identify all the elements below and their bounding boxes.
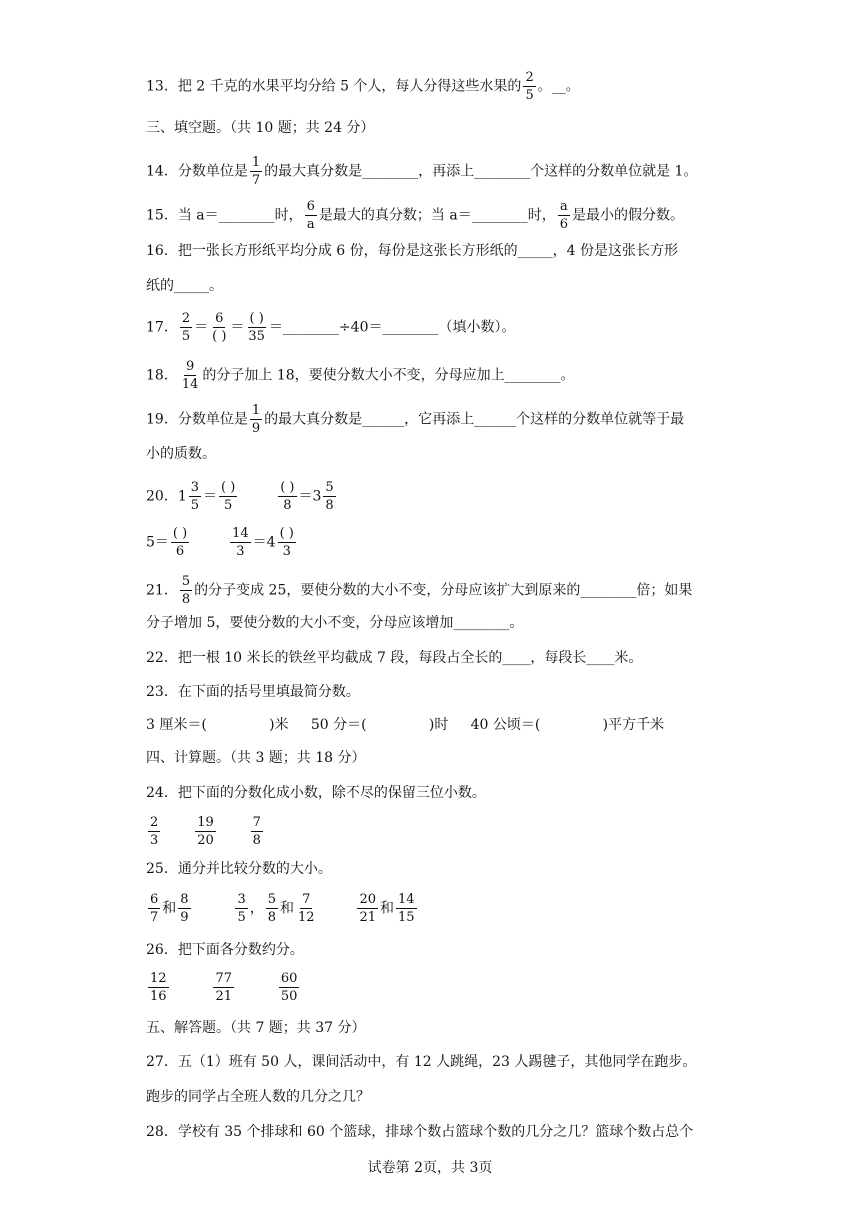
fraction: $\frac{6}{( )}$ <box>212 311 227 344</box>
question-28: 28．学校有 35 个排球和 60 个篮球，排球个数占篮球个数的几分之几？篮球个数占总个 <box>146 1124 694 1140</box>
fraction: $\frac{77}{21}$ <box>215 971 232 1004</box>
fraction: $\frac{2}{5}$ <box>525 70 534 103</box>
fraction: $\frac{1}{9}$ <box>251 403 261 436</box>
fraction: $\frac{1}{7}$ <box>251 155 261 188</box>
fraction: $\frac{( )}{8}$ <box>280 480 295 513</box>
question-14: 14．分数单位是 $\frac{1}{7}$ 的最大真分数是________，再添上________个这样的分数单位就是 1。 <box>146 155 698 188</box>
question-22: 22．把一根 10 米长的铁丝平均截成 7 段，每段占全长的____，每段长____米。 <box>146 650 643 666</box>
question-24-fractions <box>146 816 265 847</box>
page-footer: 试卷第 2页，共 3页 <box>367 1160 493 1176</box>
question-27-line1: 27．五（1）班有 50 人，课间活动中，有 12 人跳绳，23 人踢毽子，其他同学在跑步。 <box>146 1054 697 1070</box>
question-19-line2: 小的质数。 <box>146 446 216 462</box>
question-21: 21． $\frac{5}{8}$ 的分子变成 25，要使分数的大小不变，分母应该扩大到原来的________倍；如果 <box>146 574 693 607</box>
question-23-items: 3 厘米＝( )米 50 分＝( )时 40 公顷＝( )平方千米 <box>146 717 665 733</box>
fraction: $\frac{19}{20}$ <box>197 815 214 848</box>
question-21-line2: 分子增加 5，要使分数的大小不变，分母应该增加________。 <box>146 615 524 631</box>
fraction: $\frac{7}{8}$ <box>252 815 261 848</box>
fraction: $\frac{14}{3}$ <box>232 526 249 559</box>
question-26: 26．把下面各分数约分。 <box>146 942 304 958</box>
fraction: $\frac{12}{16}$ <box>150 971 167 1004</box>
fraction: $\frac{6}{7}$ <box>150 892 159 925</box>
question-16-line2: 纸的_____。 <box>146 278 223 294</box>
fraction: $\frac{14}{15}$ <box>398 892 415 925</box>
question-27-line2: 跑步的同学占全班人数的几分之几？ <box>146 1089 370 1105</box>
question-18: 18． $\frac{9}{14}$ 的分子加上 18，要使分数大小不变，分母应加上________。 <box>146 359 575 392</box>
question-25: 25．通分并比较分数的大小。 <box>146 861 332 877</box>
question-24: 24．把下面的分数化成小数，除不尽的保留三位小数。 <box>146 785 486 801</box>
question-26-fractions <box>146 972 301 1003</box>
question-20-row1: 20．1 $\frac{3}{5}$ ＝ $\frac{( )}{5}$ $\frac{( )}{8}$ ＝3 $\frac{5}{8}$ <box>146 480 334 513</box>
section-five-heading: 五、解答题。（共 7 题；共 37 分） <box>146 1020 366 1036</box>
section-three-heading: 三、填空题。（共 10 题；共 24 分） <box>146 120 375 136</box>
fraction: $\frac{5}{8}$ <box>267 892 277 925</box>
question-15: 15．当 a＝________时， $\frac{6}{a}$ 是最大的真分数；当 a＝________时， $\frac{a}{6}$ 是最小的假分数。 <box>146 199 684 232</box>
question-17: 17． $\frac{2}{5}$ ＝ $\frac{6}{( )}$ ＝ $\frac{( )}{35}$ ＝________÷40＝________（填小数）。 <box>146 311 516 344</box>
fraction: $\frac{2}{5}$ <box>181 311 191 344</box>
question-23: 23．在下面的括号里填最简分数。 <box>146 684 360 700</box>
fraction: $\frac{( )}{5}$ <box>221 480 236 513</box>
fraction: $\frac{2}{3}$ <box>150 815 159 848</box>
question-13: 13．把 2 千克的水果平均分给 5 个人，每人分得这些水果的 $\frac{2}{5}$ 。__。 <box>146 70 580 103</box>
fraction: $\frac{( )}{35}$ <box>248 311 265 344</box>
question-16-line1: 16．把一张长方形纸平均分成 6 份，每份是这张长方形纸的_____，4 份是这张长方形 <box>146 243 678 259</box>
fraction: $\frac{6}{a}$ <box>306 199 315 232</box>
section-four-heading: 四、计算题。（共 3 题；共 18 分） <box>146 750 366 766</box>
fraction: $\frac{( )}{3}$ <box>279 526 294 559</box>
fraction: $\frac{( )}{6}$ <box>172 526 188 559</box>
fraction: $\frac{20}{21}$ <box>359 892 377 925</box>
fraction: $\frac{5}{8}$ <box>181 574 191 607</box>
fraction: $\frac{60}{50}$ <box>280 971 298 1004</box>
question-19: 19．分数单位是 $\frac{1}{9}$ 的最大真分数是______，它再添上______个这样的分数单位就等于最 <box>146 403 685 436</box>
fraction: $\frac{a}{6}$ <box>559 199 568 232</box>
question-20-row2: 5＝ $\frac{( )}{6}$ $\frac{14}{3}$ ＝4 $\frac{( )}{3}$ <box>146 526 294 559</box>
fraction: $\frac{8}{9}$ <box>180 892 189 925</box>
question-25-fractions: $\frac{6}{7}$ 和 $\frac{8}{9}$ $\frac{3}{5}$ ， $\frac{5}{8}$ 和 $\frac{7}{12}$ $\frac{20}{21}$ 和 $\frac{14}{15}$ <box>150 892 415 925</box>
fraction: $\frac{5}{8}$ <box>325 480 334 513</box>
fraction: $\frac{3}{5}$ <box>237 892 246 925</box>
fraction: $\frac{3}{5}$ <box>190 480 200 513</box>
fraction: $\frac{7}{12}$ <box>298 892 315 925</box>
fraction: $\frac{9}{14}$ <box>181 359 199 392</box>
